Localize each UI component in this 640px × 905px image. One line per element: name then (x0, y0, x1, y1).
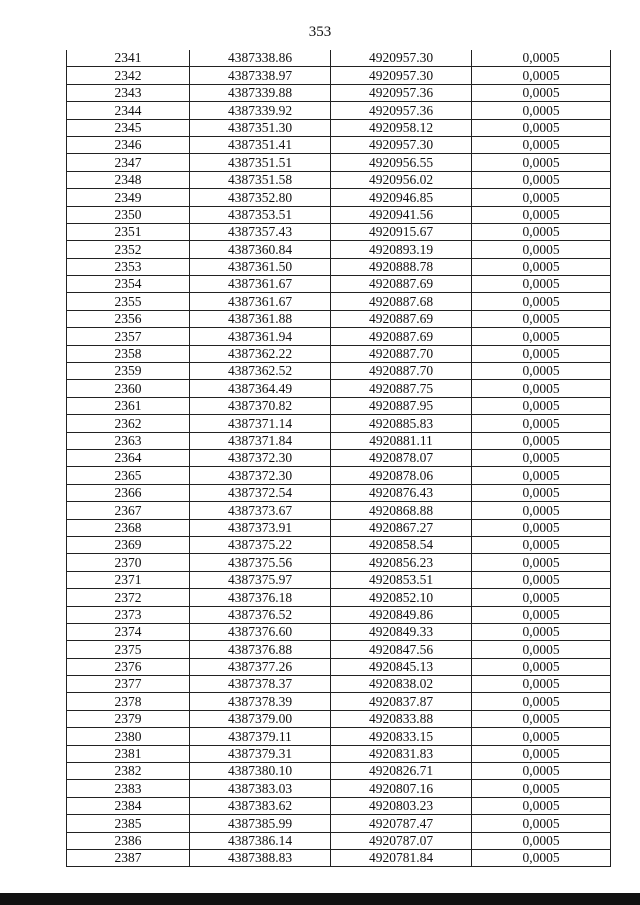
x-coordinate-cell: 4387364.49 (190, 380, 331, 397)
point-number-cell: 2344 (67, 102, 190, 119)
y-coordinate-cell: 4920831.83 (331, 745, 472, 762)
tolerance-cell: 0,0005 (472, 363, 611, 380)
tolerance-cell: 0,0005 (472, 484, 611, 501)
table-row (67, 641, 611, 658)
table-row (67, 606, 611, 623)
tolerance-cell: 0,0005 (472, 571, 611, 588)
point-number-cell: 2366 (67, 484, 190, 501)
table-row (67, 136, 611, 153)
table-row (67, 50, 611, 67)
table-row (67, 484, 611, 501)
x-coordinate-cell: 4387372.30 (190, 449, 331, 466)
y-coordinate-cell: 4920868.88 (331, 502, 472, 519)
table-row (67, 728, 611, 745)
coordinates-table-body (67, 50, 611, 867)
y-coordinate-cell: 4920887.70 (331, 363, 472, 380)
y-coordinate-cell: 4920957.30 (331, 67, 472, 84)
table-row (67, 223, 611, 240)
tolerance-cell: 0,0005 (472, 728, 611, 745)
point-number-cell: 2365 (67, 467, 190, 484)
tolerance-cell: 0,0005 (472, 154, 611, 171)
tolerance-cell: 0,0005 (472, 780, 611, 797)
tolerance-cell: 0,0005 (472, 415, 611, 432)
table-row (67, 102, 611, 119)
tolerance-cell: 0,0005 (472, 119, 611, 136)
x-coordinate-cell: 4387362.52 (190, 363, 331, 380)
x-coordinate-cell: 4387361.88 (190, 310, 331, 327)
tolerance-cell: 0,0005 (472, 345, 611, 362)
y-coordinate-cell: 4920833.15 (331, 728, 472, 745)
tolerance-cell: 0,0005 (472, 449, 611, 466)
tolerance-cell: 0,0005 (472, 258, 611, 275)
y-coordinate-cell: 4920941.56 (331, 206, 472, 223)
tolerance-cell: 0,0005 (472, 554, 611, 571)
table-row (67, 849, 611, 866)
x-coordinate-cell: 4387379.00 (190, 710, 331, 727)
x-coordinate-cell: 4387378.39 (190, 693, 331, 710)
table-row (67, 589, 611, 606)
x-coordinate-cell: 4387361.50 (190, 258, 331, 275)
table-row (67, 815, 611, 832)
y-coordinate-cell: 4920852.10 (331, 589, 472, 606)
table-row (67, 276, 611, 293)
table-row (67, 84, 611, 101)
x-coordinate-cell: 4387357.43 (190, 223, 331, 240)
x-coordinate-cell: 4387361.67 (190, 276, 331, 293)
x-coordinate-cell: 4387383.62 (190, 797, 331, 814)
x-coordinate-cell: 4387380.10 (190, 763, 331, 780)
y-coordinate-cell: 4920888.78 (331, 258, 472, 275)
point-number-cell: 2350 (67, 206, 190, 223)
x-coordinate-cell: 4387376.18 (190, 589, 331, 606)
x-coordinate-cell: 4387385.99 (190, 815, 331, 832)
y-coordinate-cell: 4920807.16 (331, 780, 472, 797)
table-row (67, 571, 611, 588)
table-row (67, 67, 611, 84)
point-number-cell: 2356 (67, 310, 190, 327)
x-coordinate-cell: 4387362.22 (190, 345, 331, 362)
point-number-cell: 2369 (67, 536, 190, 553)
x-coordinate-cell: 4387353.51 (190, 206, 331, 223)
y-coordinate-cell: 4920787.07 (331, 832, 472, 849)
tolerance-cell: 0,0005 (472, 745, 611, 762)
y-coordinate-cell: 4920826.71 (331, 763, 472, 780)
point-number-cell: 2387 (67, 849, 190, 866)
x-coordinate-cell: 4387371.84 (190, 432, 331, 449)
tolerance-cell: 0,0005 (472, 102, 611, 119)
x-coordinate-cell: 4387375.22 (190, 536, 331, 553)
table-row (67, 206, 611, 223)
x-coordinate-cell: 4387351.30 (190, 119, 331, 136)
tolerance-cell: 0,0005 (472, 763, 611, 780)
point-number-cell: 2384 (67, 797, 190, 814)
table-row (67, 780, 611, 797)
point-number-cell: 2345 (67, 119, 190, 136)
point-number-cell: 2355 (67, 293, 190, 310)
y-coordinate-cell: 4920845.13 (331, 658, 472, 675)
tolerance-cell: 0,0005 (472, 623, 611, 640)
table-row (67, 310, 611, 327)
y-coordinate-cell: 4920957.36 (331, 84, 472, 101)
point-number-cell: 2343 (67, 84, 190, 101)
tolerance-cell: 0,0005 (472, 206, 611, 223)
table-row (67, 154, 611, 171)
y-coordinate-cell: 4920887.69 (331, 276, 472, 293)
point-number-cell: 2372 (67, 589, 190, 606)
point-number-cell: 2349 (67, 189, 190, 206)
y-coordinate-cell: 4920881.11 (331, 432, 472, 449)
x-coordinate-cell: 4387339.92 (190, 102, 331, 119)
point-number-cell: 2346 (67, 136, 190, 153)
point-number-cell: 2347 (67, 154, 190, 171)
tolerance-cell: 0,0005 (472, 276, 611, 293)
point-number-cell: 2361 (67, 397, 190, 414)
point-number-cell: 2380 (67, 728, 190, 745)
point-number-cell: 2360 (67, 380, 190, 397)
y-coordinate-cell: 4920887.95 (331, 397, 472, 414)
y-coordinate-cell: 4920849.86 (331, 606, 472, 623)
tolerance-cell: 0,0005 (472, 467, 611, 484)
y-coordinate-cell: 4920781.84 (331, 849, 472, 866)
x-coordinate-cell: 4387351.41 (190, 136, 331, 153)
point-number-cell: 2352 (67, 241, 190, 258)
y-coordinate-cell: 4920876.43 (331, 484, 472, 501)
x-coordinate-cell: 4387370.82 (190, 397, 331, 414)
point-number-cell: 2381 (67, 745, 190, 762)
table-row (67, 189, 611, 206)
scan-border-bar (0, 893, 640, 905)
y-coordinate-cell: 4920867.27 (331, 519, 472, 536)
point-number-cell: 2348 (67, 171, 190, 188)
table-row (67, 432, 611, 449)
x-coordinate-cell: 4387361.67 (190, 293, 331, 310)
y-coordinate-cell: 4920946.85 (331, 189, 472, 206)
tolerance-cell: 0,0005 (472, 223, 611, 240)
tolerance-cell: 0,0005 (472, 676, 611, 693)
point-number-cell: 2368 (67, 519, 190, 536)
y-coordinate-cell: 4920833.88 (331, 710, 472, 727)
table-row (67, 745, 611, 762)
point-number-cell: 2341 (67, 50, 190, 67)
table-row (67, 467, 611, 484)
page-number: 353 (308, 24, 332, 40)
point-number-cell: 2386 (67, 832, 190, 849)
y-coordinate-cell: 4920893.19 (331, 241, 472, 258)
y-coordinate-cell: 4920957.30 (331, 136, 472, 153)
point-number-cell: 2367 (67, 502, 190, 519)
point-number-cell: 2383 (67, 780, 190, 797)
table-row (67, 345, 611, 362)
tolerance-cell: 0,0005 (472, 641, 611, 658)
table-row (67, 241, 611, 258)
table-row (67, 363, 611, 380)
y-coordinate-cell: 4920858.54 (331, 536, 472, 553)
point-number-cell: 2379 (67, 710, 190, 727)
table-row (67, 676, 611, 693)
table-row (67, 397, 611, 414)
y-coordinate-cell: 4920887.68 (331, 293, 472, 310)
x-coordinate-cell: 4387373.91 (190, 519, 331, 536)
table-row (67, 658, 611, 675)
x-coordinate-cell: 4387379.31 (190, 745, 331, 762)
point-number-cell: 2357 (67, 328, 190, 345)
table-row (67, 119, 611, 136)
table-row (67, 293, 611, 310)
point-number-cell: 2378 (67, 693, 190, 710)
x-coordinate-cell: 4387361.94 (190, 328, 331, 345)
y-coordinate-cell: 4920958.12 (331, 119, 472, 136)
point-number-cell: 2358 (67, 345, 190, 362)
x-coordinate-cell: 4387339.88 (190, 84, 331, 101)
table-row (67, 449, 611, 466)
table-row (67, 797, 611, 814)
table-row (67, 536, 611, 553)
x-coordinate-cell: 4387351.51 (190, 154, 331, 171)
tolerance-cell: 0,0005 (472, 189, 611, 206)
x-coordinate-cell: 4387338.86 (190, 50, 331, 67)
y-coordinate-cell: 4920787.47 (331, 815, 472, 832)
tolerance-cell: 0,0005 (472, 710, 611, 727)
table-row (67, 832, 611, 849)
table-row (67, 519, 611, 536)
point-number-cell: 2382 (67, 763, 190, 780)
coordinates-table (66, 50, 611, 867)
x-coordinate-cell: 4387352.80 (190, 189, 331, 206)
tolerance-cell: 0,0005 (472, 136, 611, 153)
table-row (67, 328, 611, 345)
table-row (67, 693, 611, 710)
point-number-cell: 2370 (67, 554, 190, 571)
table-row (67, 171, 611, 188)
tolerance-cell: 0,0005 (472, 293, 611, 310)
x-coordinate-cell: 4387376.52 (190, 606, 331, 623)
point-number-cell: 2364 (67, 449, 190, 466)
tolerance-cell: 0,0005 (472, 693, 611, 710)
tolerance-cell: 0,0005 (472, 310, 611, 327)
table-row (67, 710, 611, 727)
tolerance-cell: 0,0005 (472, 171, 611, 188)
x-coordinate-cell: 4387383.03 (190, 780, 331, 797)
x-coordinate-cell: 4387371.14 (190, 415, 331, 432)
y-coordinate-cell: 4920887.69 (331, 328, 472, 345)
y-coordinate-cell: 4920847.56 (331, 641, 472, 658)
tolerance-cell: 0,0005 (472, 84, 611, 101)
y-coordinate-cell: 4920803.23 (331, 797, 472, 814)
point-number-cell: 2359 (67, 363, 190, 380)
x-coordinate-cell: 4387372.30 (190, 467, 331, 484)
y-coordinate-cell: 4920956.55 (331, 154, 472, 171)
tolerance-cell: 0,0005 (472, 397, 611, 414)
tolerance-cell: 0,0005 (472, 328, 611, 345)
y-coordinate-cell: 4920878.07 (331, 449, 472, 466)
y-coordinate-cell: 4920837.87 (331, 693, 472, 710)
tolerance-cell: 0,0005 (472, 797, 611, 814)
tolerance-cell: 0,0005 (472, 849, 611, 866)
tolerance-cell: 0,0005 (472, 241, 611, 258)
x-coordinate-cell: 4387375.97 (190, 571, 331, 588)
y-coordinate-cell: 4920853.51 (331, 571, 472, 588)
tolerance-cell: 0,0005 (472, 536, 611, 553)
x-coordinate-cell: 4387372.54 (190, 484, 331, 501)
tolerance-cell: 0,0005 (472, 380, 611, 397)
y-coordinate-cell: 4920885.83 (331, 415, 472, 432)
x-coordinate-cell: 4387379.11 (190, 728, 331, 745)
x-coordinate-cell: 4387375.56 (190, 554, 331, 571)
point-number-cell: 2375 (67, 641, 190, 658)
x-coordinate-cell: 4387351.58 (190, 171, 331, 188)
y-coordinate-cell: 4920887.69 (331, 310, 472, 327)
point-number-cell: 2362 (67, 415, 190, 432)
x-coordinate-cell: 4387376.60 (190, 623, 331, 640)
table-row (67, 380, 611, 397)
tolerance-cell: 0,0005 (472, 606, 611, 623)
point-number-cell: 2371 (67, 571, 190, 588)
tolerance-cell: 0,0005 (472, 502, 611, 519)
y-coordinate-cell: 4920838.02 (331, 676, 472, 693)
y-coordinate-cell: 4920856.23 (331, 554, 472, 571)
y-coordinate-cell: 4920957.36 (331, 102, 472, 119)
x-coordinate-cell: 4387376.88 (190, 641, 331, 658)
y-coordinate-cell: 4920849.33 (331, 623, 472, 640)
table-row (67, 623, 611, 640)
point-number-cell: 2354 (67, 276, 190, 293)
tolerance-cell: 0,0005 (472, 50, 611, 67)
point-number-cell: 2373 (67, 606, 190, 623)
point-number-cell: 2377 (67, 676, 190, 693)
table-row (67, 258, 611, 275)
x-coordinate-cell: 4387338.97 (190, 67, 331, 84)
tolerance-cell: 0,0005 (472, 67, 611, 84)
tolerance-cell: 0,0005 (472, 519, 611, 536)
x-coordinate-cell: 4387373.67 (190, 502, 331, 519)
point-number-cell: 2363 (67, 432, 190, 449)
point-number-cell: 2374 (67, 623, 190, 640)
point-number-cell: 2385 (67, 815, 190, 832)
y-coordinate-cell: 4920956.02 (331, 171, 472, 188)
point-number-cell: 2353 (67, 258, 190, 275)
table-row (67, 502, 611, 519)
y-coordinate-cell: 4920915.67 (331, 223, 472, 240)
x-coordinate-cell: 4387378.37 (190, 676, 331, 693)
tolerance-cell: 0,0005 (472, 432, 611, 449)
point-number-cell: 2376 (67, 658, 190, 675)
x-coordinate-cell: 4387386.14 (190, 832, 331, 849)
table-row (67, 415, 611, 432)
y-coordinate-cell: 4920878.06 (331, 467, 472, 484)
tolerance-cell: 0,0005 (472, 815, 611, 832)
y-coordinate-cell: 4920957.30 (331, 50, 472, 67)
tolerance-cell: 0,0005 (472, 589, 611, 606)
point-number-cell: 2351 (67, 223, 190, 240)
x-coordinate-cell: 4387377.26 (190, 658, 331, 675)
tolerance-cell: 0,0005 (472, 832, 611, 849)
tolerance-cell: 0,0005 (472, 658, 611, 675)
table-row (67, 763, 611, 780)
y-coordinate-cell: 4920887.70 (331, 345, 472, 362)
y-coordinate-cell: 4920887.75 (331, 380, 472, 397)
x-coordinate-cell: 4387360.84 (190, 241, 331, 258)
x-coordinate-cell: 4387388.83 (190, 849, 331, 866)
point-number-cell: 2342 (67, 67, 190, 84)
table-row (67, 554, 611, 571)
